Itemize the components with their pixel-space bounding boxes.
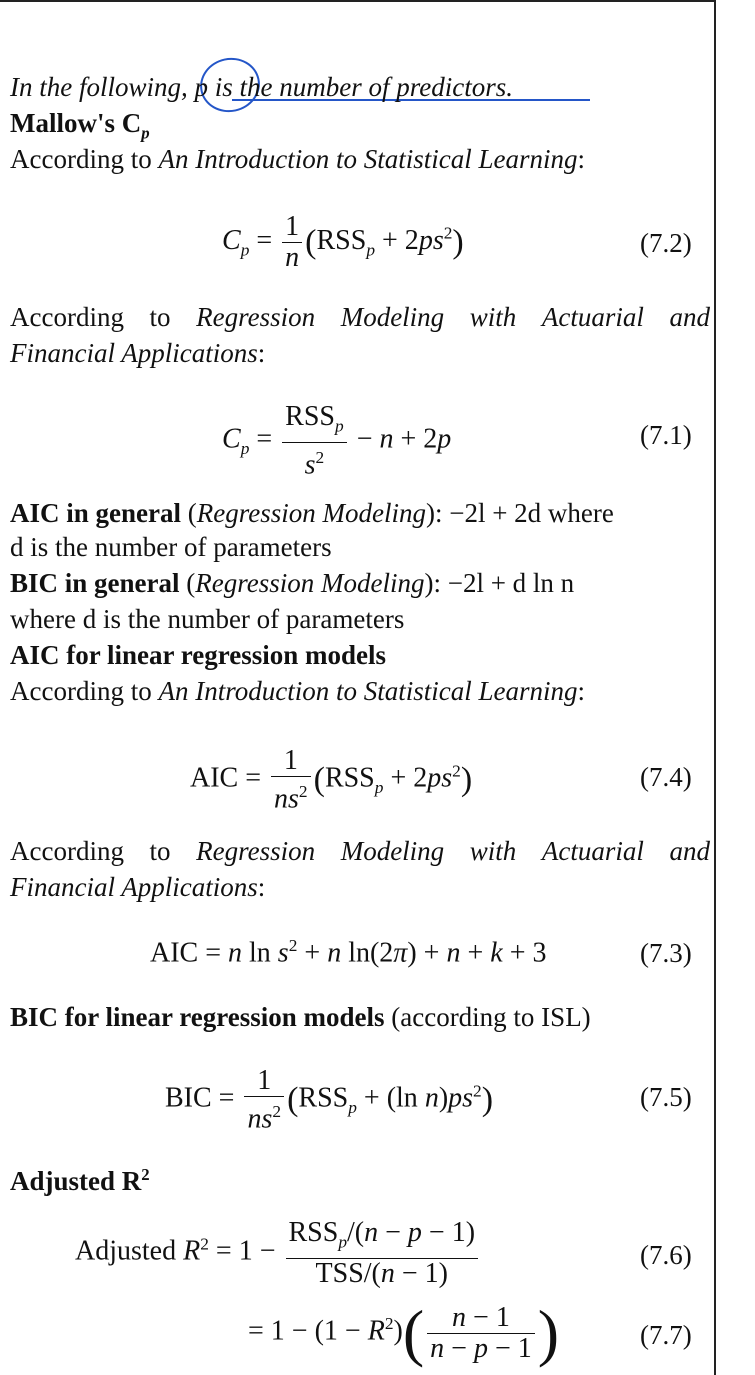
- aic-linear-heading: AIC for linear regression models: [10, 640, 386, 670]
- rm-source-line-3: According to Regression Modeling with Actuarial and: [10, 836, 710, 866]
- equation-number-7-1: (7.1): [640, 420, 692, 450]
- mallows-heading: Mallow's $C_p$: [10, 108, 150, 143]
- isl-source-line-1: According to An Introduction to Statistical Learning:: [10, 144, 585, 174]
- rm-source-line-4: Financial Applications:: [10, 872, 266, 902]
- page-border-right: [714, 0, 716, 1375]
- adjusted-r2-heading: Adjusted $R^2$: [10, 1165, 150, 1196]
- equation-number-7-5: (7.5): [640, 1082, 692, 1112]
- rm-source-line-1: According to Regression Modeling with Actuarial and: [10, 302, 710, 332]
- isl-source-line-2: According to An Introduction to Statistical Learning:: [10, 676, 585, 706]
- equation-number-7-4: (7.4): [640, 762, 692, 792]
- isl-book-title: An Introduction to Statistical Learning: [158, 144, 578, 174]
- aic-general-line-1: AIC in general (Regression Modeling): −2l + 2d where: [10, 498, 614, 528]
- intro-part1: In the following: [10, 72, 181, 102]
- mallows-subscript: p: [141, 123, 150, 143]
- intro-line: [10, 70, 513, 104]
- bic-general-line-2: where d is the number of parameters: [10, 604, 405, 634]
- equation-7-3: AIC = n $\ln s^2 + n$ ln(2π) + n + k + 3: [150, 936, 547, 969]
- bic-linear-heading: BIC for linear regression models (according to ISL): [10, 1002, 591, 1032]
- intro-part2: , p is the number of predictors.: [181, 72, 513, 102]
- equation-number-7-7: (7.7): [640, 1320, 692, 1350]
- bic-general-line-1: BIC in general (Regression Modeling): −2l + d ln n: [10, 568, 575, 598]
- equation-7-2: $C_p$ = $\frac{1}{n}$ $(RSS_p + 2ps^2)$: [222, 211, 464, 273]
- equation-number-7-3: (7.3): [640, 938, 692, 968]
- equation-7-1: $C_p$ = $\frac{RSS_p}{s^2}$ − n + 2p: [222, 401, 452, 480]
- equation-7-4: AIC = $\frac{1}{ns^2}$ $(RSS_p + 2ps^2)$: [190, 745, 473, 815]
- aic-general-line-2: d is the number of parameters: [10, 532, 332, 562]
- page-border-top: [0, 0, 716, 2]
- equation-7-7: = $1 - (1 - R^2)$( $\frac{n - 1}{n - p - 1}$ ): [248, 1297, 560, 1368]
- equation-number-7-2: (7.2): [640, 228, 692, 258]
- equation-7-6: Adjusted $R^2 = 1$ − $\frac{RSS_p/(n - p - 1)}{\text{TSS/(n − 1)}}$: [75, 1218, 481, 1289]
- equation-number-7-6: (7.6): [640, 1240, 692, 1270]
- rm-source-line-2: Financial Applications:: [10, 338, 266, 368]
- equation-7-5: BIC = $\frac{1}{ns^2}$ ($RSS_p + (\ln$ $n)ps^2$): [165, 1065, 494, 1135]
